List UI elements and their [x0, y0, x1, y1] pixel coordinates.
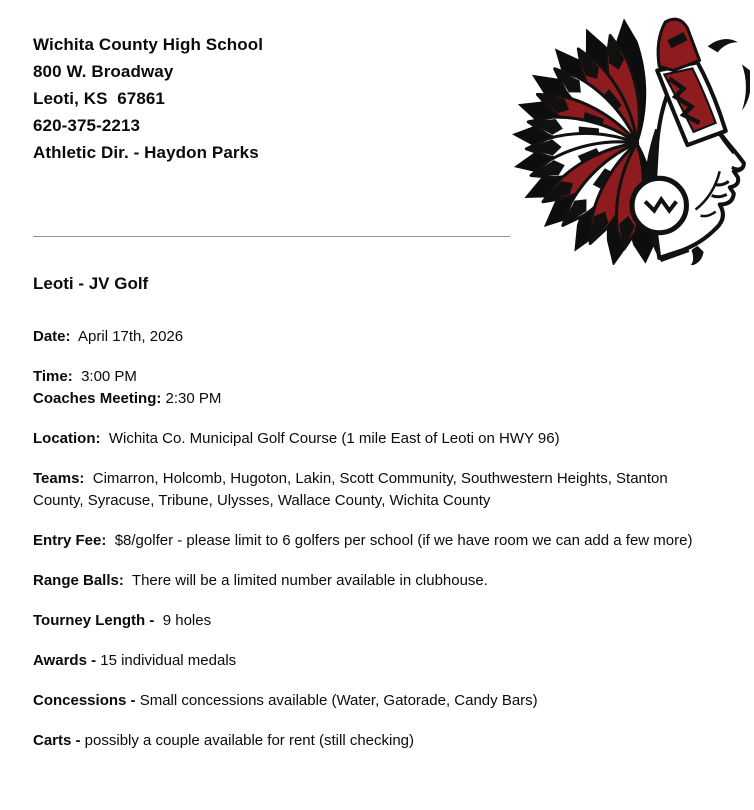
- detail-label: Date:: [33, 328, 71, 345]
- detail-value: Wichita Co. Municipal Golf Course (1 mile East of Leoti on HWY 96): [100, 430, 560, 447]
- detail-label: Coaches Meeting:: [33, 390, 162, 407]
- school-phone: 620-375-2213: [33, 116, 141, 135]
- detail-value: Small concessions available (Water, Gatorade, Candy Bars): [135, 692, 538, 709]
- detail-label: Carts -: [33, 732, 81, 749]
- school-name: Wichita County High School: [33, 35, 264, 54]
- detail-value: There will be a limited number available in clubhouse.: [123, 572, 488, 589]
- detail-value: April 17th, 2026: [70, 328, 184, 345]
- detail-value: $8/golfer - please limit to 6 golfers per school (if we have room we can add a few more): [106, 532, 693, 549]
- detail-label: Awards -: [33, 652, 97, 669]
- chief-head-mascot-icon: [508, 10, 750, 265]
- detail-range-balls: [33, 570, 714, 592]
- letterhead: [33, 31, 473, 166]
- event-details: [33, 326, 714, 752]
- detail-tourney-length: [33, 610, 714, 632]
- detail-value: 9 holes: [154, 612, 212, 629]
- detail-label: Entry Fee:: [33, 532, 107, 549]
- detail-label: Tourney Length -: [33, 612, 155, 629]
- school-city-state-zip: Leoti, KS 67861: [33, 89, 165, 108]
- detail-value: 2:30 PM: [161, 390, 222, 407]
- detail-entry-fee: [33, 530, 714, 552]
- school-street-address: 800 W. Broadway: [33, 62, 174, 81]
- detail-label: Time:: [33, 368, 73, 385]
- page-title: Leoti - JV Golf: [33, 274, 149, 293]
- detail-teams: [33, 468, 714, 512]
- detail-time-and-coaches-meeting: [33, 366, 714, 410]
- detail-awards: [33, 650, 714, 672]
- athletic-director: Athletic Dir. - Haydon Parks: [33, 143, 259, 162]
- detail-label: Range Balls:: [33, 572, 124, 589]
- detail-location: [33, 428, 714, 450]
- detail-label: Teams:: [33, 470, 85, 487]
- detail-value: 3:00 PM: [72, 368, 137, 385]
- detail-value: 15 individual medals: [96, 652, 237, 669]
- detail-value: possibly a couple available for rent (still checking): [80, 732, 415, 749]
- detail-label: Concessions -: [33, 692, 136, 709]
- detail-carts: [33, 730, 714, 752]
- detail-value: Cimarron, Holcomb, Hugoton, Lakin, Scott Community, Southwestern Heights, Stanton County, Syracuse, Tribune, Ulysses, Wallace County, Wichita County: [33, 470, 672, 509]
- detail-concessions: [33, 690, 714, 712]
- detail-label: Location:: [33, 430, 101, 447]
- horizontal-rule: [33, 236, 510, 237]
- detail-date: [33, 326, 714, 348]
